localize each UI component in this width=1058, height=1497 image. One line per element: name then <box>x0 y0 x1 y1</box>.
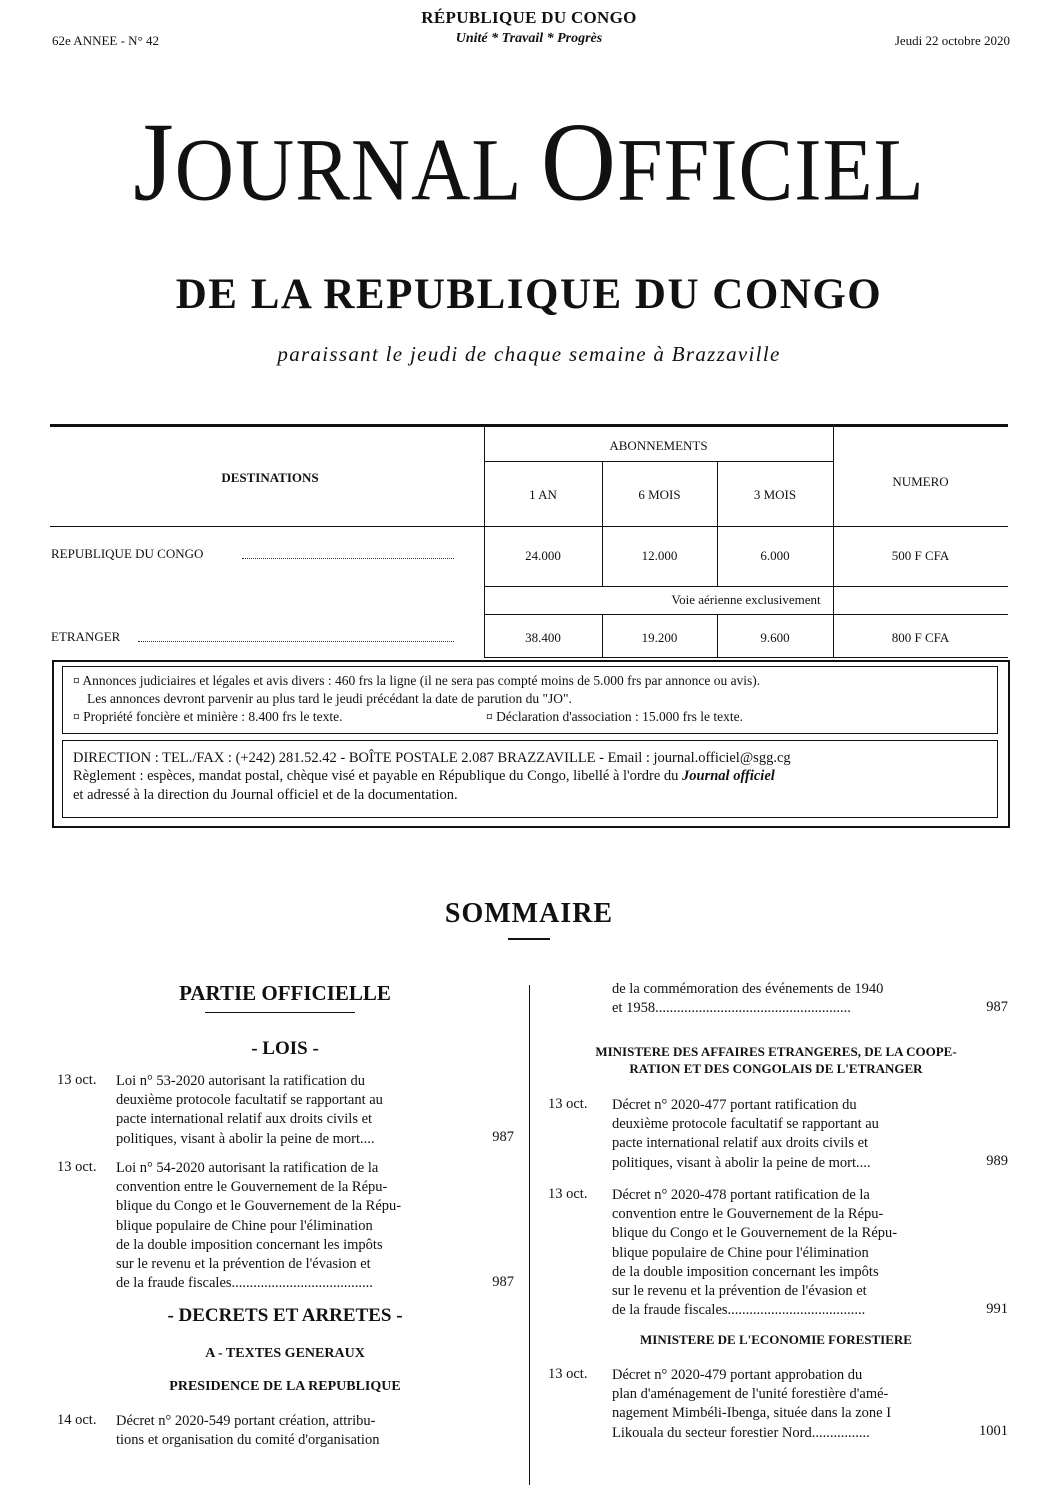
notice-line: ¤ Propriété foncière et minière : 8.400 frs le texte. <box>73 709 343 724</box>
entry-line: deuxième protocole facultatif se rapportant au <box>116 1092 383 1109</box>
page-number: 987 <box>492 1129 514 1145</box>
table-hline <box>484 461 833 462</box>
issue-date: Jeudi 22 octobre 2020 <box>894 33 1010 48</box>
entry-line: deuxième protocole facultatif se rapportant au <box>612 1116 879 1133</box>
numero-price: 800 F CFA <box>891 630 950 645</box>
air-mail-note: Voie aérienne exclusivement <box>671 592 821 607</box>
partie-rule <box>205 1012 355 1013</box>
price-cell: 38.400 <box>525 630 561 645</box>
journal-title <box>0 100 1058 229</box>
entry-line: de la fraude fiscales...................................... <box>612 1302 866 1319</box>
table-top-rule <box>50 424 1008 427</box>
toc-entry <box>612 1096 944 1173</box>
title-part-ournal: OURNAL <box>174 120 541 219</box>
republic-name: RÉPUBLIQUE DU CONGO <box>421 8 637 27</box>
price-cell: 9.600 <box>760 630 790 645</box>
sommaire-title: SOMMAIRE <box>444 898 614 929</box>
price-cell: 6.000 <box>760 548 790 563</box>
toc-entry <box>116 1159 448 1293</box>
page-number: 989 <box>986 1153 1008 1169</box>
toc-entry <box>612 1366 944 1443</box>
table-vline <box>833 427 834 657</box>
entry-line: pacte international relatif aux droits civils et <box>116 1111 373 1128</box>
destination-label: REPUBLIQUE DU CONGO <box>51 546 204 561</box>
title-initial-j: J <box>133 100 175 225</box>
table-hline <box>484 586 1008 587</box>
entry-line: Décret n° 2020-479 portant approbation du <box>612 1367 863 1383</box>
numero-header: NUMERO <box>892 474 949 489</box>
entry-line: blique du Congo et le Gouvernement de la Répu- <box>116 1198 402 1215</box>
textes-generaux-heading: A - TEXTES GENERAUX <box>205 1346 365 1361</box>
destinations-header: DESTINATIONS <box>221 470 319 485</box>
payment-info <box>73 768 775 785</box>
page-number: 1001 <box>979 1423 1008 1439</box>
decrets-heading: - DECRETS ET ARRETES - <box>167 1305 403 1326</box>
dot-leader <box>242 558 454 559</box>
ministere-eco-heading: MINISTERE DE L'ECONOMIE FORESTIERE <box>640 1332 912 1347</box>
entry-line: pacte international relatif aux droits civils et <box>612 1135 869 1152</box>
column-divider <box>529 985 530 1485</box>
table-hline <box>484 657 1008 658</box>
price-cell: 12.000 <box>641 548 678 563</box>
journal-subtitle: DE LA REPUBLIQUE DU CONGO <box>175 271 883 318</box>
entry-line: Loi n° 54-2020 autorisant la ratification de la <box>116 1160 379 1176</box>
table-hline <box>50 526 1008 527</box>
page-number: 987 <box>986 999 1008 1015</box>
numero-price: 500 F CFA <box>891 548 950 563</box>
entry-line: blique populaire de Chine pour l'élimination <box>116 1217 373 1234</box>
journal-name: Journal officiel <box>682 768 775 784</box>
price-cell: 19.200 <box>641 630 678 645</box>
entry-line: de la fraude fiscales....................................... <box>116 1275 373 1292</box>
entry-line: de la double imposition concernant les impôts <box>612 1263 879 1280</box>
entry-line: politiques, visant à abolir la peine de mort.... <box>116 1130 375 1147</box>
payment-info-end: et adressé à la direction du Journal officiel et de la documentation. <box>73 787 458 803</box>
entry-date: 13 oct. <box>57 1159 97 1175</box>
entry-line: sur le revenu et la prévention de l'évasion et <box>116 1256 371 1273</box>
entry-line: convention entre le Gouvernement de la Répu- <box>612 1206 884 1223</box>
entry-line: plan d'aménagement de l'unité forestière d'amé- <box>612 1386 889 1403</box>
entry-line: Loi n° 53-2020 autorisant la ratification du <box>116 1073 366 1089</box>
issue-number: 62e ANNEE - N° 42 <box>52 33 160 48</box>
lois-heading: - LOIS - <box>251 1038 319 1059</box>
notice-line: ¤ Déclaration d'association : 15.000 frs le texte. <box>486 709 743 724</box>
entry-line: convention entre le Gouvernement de la Répu- <box>116 1179 388 1196</box>
entry-line: Décret n° 2020-478 portant ratification de la <box>612 1187 870 1203</box>
entry-line: blique populaire de Chine pour l'élimination <box>612 1244 869 1261</box>
period-header: 3 MOIS <box>753 487 797 502</box>
entry-date: 13 oct. <box>548 1366 588 1382</box>
table-hline <box>484 614 1008 615</box>
entry-line: politiques, visant à abolir la peine de mort.... <box>612 1154 871 1171</box>
title-part-fficiel: FFICIEL <box>617 120 925 219</box>
title-initial-o: O <box>540 100 617 225</box>
abonnements-header: ABONNEMENTS <box>609 438 708 453</box>
toc-entry <box>612 1186 944 1320</box>
entry-date: 13 oct. <box>548 1186 588 1202</box>
toc-entry <box>116 1072 448 1149</box>
entry-line: blique du Congo et le Gouvernement de la Répu- <box>612 1225 898 1242</box>
dot-leader <box>138 641 454 642</box>
page-number: 987 <box>492 1274 514 1290</box>
entry-date: 13 oct. <box>57 1072 97 1088</box>
ministere-ae-heading: MINISTERE DES AFFAIRES ETRANGERES, DE LA COOPE- <box>595 1044 957 1059</box>
partie-officielle-heading: PARTIE OFFICIELLE <box>179 981 391 1005</box>
sommaire-rule <box>508 938 550 940</box>
entry-line: Likouala du secteur forestier Nord................ <box>612 1424 870 1441</box>
notice-line: Les annonces devront parvenir au plus tard le jeudi précédant la date de parution du "JO". <box>87 691 572 706</box>
entry-line: sur le revenu et la prévention de l'évasion et <box>612 1283 867 1300</box>
entry-line: Décret n° 2020-477 portant ratification du <box>612 1097 857 1113</box>
direction-contact: DIRECTION : TEL./FAX : (+242) 281.52.42 - BOÎTE POSTALE 2.087 BRAZZAVILLE - Email : journal.officiel@sgg.cg <box>73 750 791 766</box>
toc-entry <box>116 1412 448 1450</box>
page-number: 991 <box>986 1301 1008 1317</box>
period-header: 6 MOIS <box>638 487 681 502</box>
ministere-ae-heading-cont: RATION ET DES CONGOLAIS DE L'ETRANGER <box>629 1061 923 1076</box>
entry-line: et 1958...................................................... <box>612 1000 851 1017</box>
entry-line: de la double imposition concernant les impôts <box>116 1236 383 1253</box>
national-motto: Unité * Travail * Progrès <box>455 31 603 46</box>
period-header: 1 AN <box>529 487 557 502</box>
entry-line: Décret n° 2020-549 portant création, attribu- <box>116 1413 376 1429</box>
payment-text: Règlement : espèces, mandat postal, chèque visé et payable en République du Congo, libellé à l'ordre du <box>73 768 683 784</box>
price-cell: 24.000 <box>525 548 561 563</box>
entry-line: nagement Mimbéli-Ibenga, située dans la zone I <box>612 1405 892 1422</box>
toc-entry-continued <box>612 980 944 1018</box>
entry-date: 13 oct. <box>548 1096 588 1112</box>
notice-line: ¤ Annonces judiciaires et légales et avis divers : 460 frs la ligne (il ne sera pas compté moins de 5.000 frs par annonce ou avis). <box>73 673 761 688</box>
entry-line: tions et organisation du comité d'organisation <box>116 1432 380 1449</box>
journal-tagline: paraissant le jeudi de chaque semaine à Brazzaville <box>277 342 781 366</box>
entry-line: de la commémoration des événements de 1940 <box>612 981 884 997</box>
presidence-heading: PRESIDENCE DE LA REPUBLIQUE <box>169 1379 401 1394</box>
entry-date: 14 oct. <box>57 1412 97 1428</box>
destination-label: ETRANGER <box>51 629 121 644</box>
